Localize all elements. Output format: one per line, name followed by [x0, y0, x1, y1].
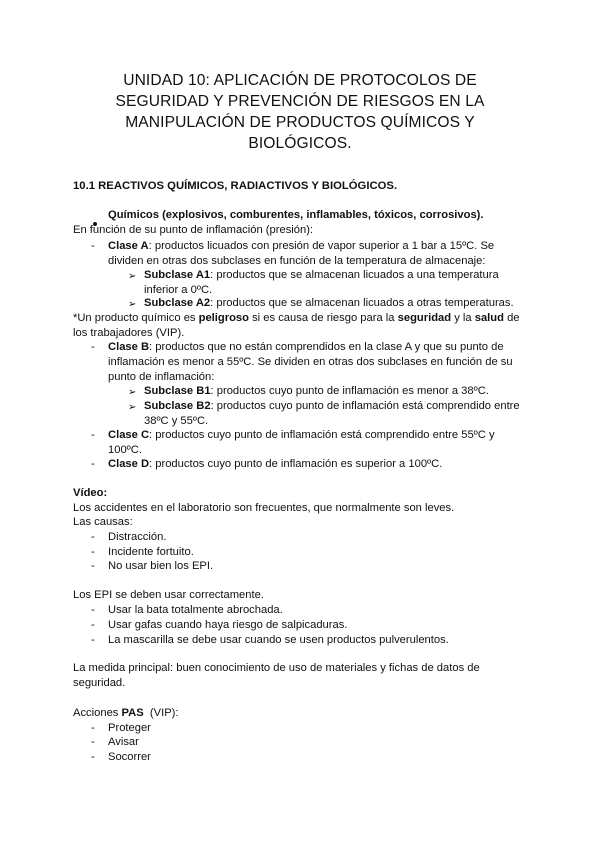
subclase-a1-line2: inferior a 0ºC.: [144, 284, 213, 296]
quimicos-bullet: Químicos (explosivos, comburentes, inflamables, tóxicos, corrosivos).: [108, 209, 484, 221]
dash-marker: -: [91, 604, 95, 616]
arrow-marker: ➢: [128, 387, 137, 398]
nota-bold-salud: salud: [474, 312, 504, 324]
subclase-b2-line1: [144, 399, 520, 415]
subclase-b2-label: Subclase B2: [144, 400, 211, 412]
causa-item: No usar bien los EPI.: [108, 560, 214, 572]
arrow-marker: ➢: [128, 271, 137, 282]
medida-line2: seguridad.: [73, 677, 126, 689]
video-heading: Vídeo:: [73, 487, 108, 499]
dash-marker: -: [91, 458, 95, 470]
title-line: MANIPULACIÓN DE PRODUCTOS QUÍMICOS Y: [125, 114, 475, 131]
clase-c-text: : productos cuyo punto de inflamación está comprendido entre 55ºC y: [149, 429, 495, 441]
dash-marker: -: [91, 341, 95, 353]
acciones-item: Avisar: [108, 736, 139, 748]
medida-line1: La medida principal: buen conocimiento de uso de materiales y fichas de datos de: [73, 662, 480, 674]
acciones-pas: PAS: [121, 707, 144, 719]
clase-d-text: : productos cuyo punto de inflamación es superior a 100ºC.: [149, 458, 443, 470]
clase-a-text: : productos licuados con presión de vapor superior a 1 bar a 15ºC. Se: [148, 240, 495, 252]
epi-item: Usar la bata totalmente abrochada.: [108, 604, 283, 616]
intro-line: En función de su punto de inflamación (presión):: [73, 224, 314, 236]
clase-d-label: Clase D: [108, 458, 150, 470]
subclase-a2-text: : productos que se almacenan licuados a otras temperaturas.: [210, 297, 514, 309]
arrow-marker: ➢: [128, 402, 137, 413]
video-line1: Los accidentes en el laboratorio son frecuentes, que normalmente son leves.: [73, 502, 455, 514]
clase-b-line3: punto de inflamación:: [108, 371, 215, 383]
nota-text: si es causa de riesgo para la: [248, 312, 398, 324]
subclase-a2-line1: [144, 296, 514, 312]
acciones-item: Socorrer: [108, 751, 151, 763]
clase-b-line2: inflamación es menor a 55ºC. Se dividen en otras dos subclases en función de su: [108, 356, 513, 368]
dash-marker: -: [91, 619, 95, 631]
subclase-a1-text: : productos que se almacenan licuados a una temperatura: [210, 269, 499, 281]
clase-a-line1: [108, 239, 494, 255]
subclase-b2-line2: 38ºC y 55ºC.: [144, 415, 209, 427]
acciones-heading: [73, 706, 179, 722]
clase-a-line2: dividen en otras dos subclases en función de la temperatura de almacenaje:: [108, 255, 486, 267]
clase-c-line2: 100ºC.: [108, 444, 142, 456]
epi-item: La mascarilla se debe usar cuando se usen productos pulverulentos.: [108, 634, 449, 646]
nota-text: de: [503, 312, 520, 324]
epi-intro: Los EPI se deben usar correctamente.: [73, 589, 264, 601]
subclase-b2-text: : productos cuyo punto de inflamación está comprendido entre: [210, 400, 520, 412]
causa-item: Incidente fortuito.: [108, 546, 194, 558]
epi-item: Usar gafas cuando haya riesgo de salpicaduras.: [108, 619, 348, 631]
nota-text: *Un producto químico es: [73, 312, 199, 324]
dash-marker: -: [91, 429, 95, 441]
clase-c-label: Clase C: [108, 429, 150, 441]
clase-b-label: Clase B: [108, 341, 150, 353]
subclase-b1-label: Subclase B1: [144, 385, 211, 397]
dash-marker: -: [91, 560, 95, 572]
clase-c-line1: [108, 428, 495, 444]
clase-b-text: : productos que no están comprendidos en la clase A y que su punto de: [149, 341, 504, 353]
title-line: UNIDAD 10: APLICACIÓN DE PROTOCOLOS DE: [123, 72, 477, 89]
clase-d-line1: [108, 457, 442, 473]
nota-text: y la: [451, 312, 475, 324]
section-heading: 10.1 REACTIVOS QUÍMICOS, RADIACTIVOS Y BIOLÓGICOS.: [73, 180, 398, 192]
nota-line1: [73, 311, 520, 327]
causas-label: Las causas:: [73, 516, 133, 528]
title-line: SEGURIDAD Y PREVENCIÓN DE RIESGOS EN LA: [115, 93, 485, 110]
dash-marker: -: [91, 736, 95, 748]
clase-b-line1: [108, 340, 504, 356]
subclase-a1-line1: [144, 268, 499, 284]
dash-marker: -: [91, 634, 95, 646]
nota-bold-seguridad: seguridad: [397, 312, 452, 324]
nota-bold-peligroso: peligroso: [198, 312, 249, 324]
acciones-item: Proteger: [108, 722, 151, 734]
acciones-prefix: Acciones: [73, 707, 122, 719]
title-line: BIOLÓGICOS.: [248, 135, 352, 152]
dash-marker: -: [91, 531, 95, 543]
dash-marker: -: [91, 722, 95, 734]
dash-marker: -: [91, 546, 95, 558]
arrow-marker: ➢: [128, 299, 137, 310]
dash-marker: -: [91, 751, 95, 763]
causa-item: Distracción.: [108, 531, 167, 543]
acciones-suffix: (VIP):: [143, 707, 179, 719]
clase-a-label: Clase A: [108, 240, 149, 252]
dash-marker: -: [91, 240, 95, 252]
nota-line2: los trabajadores (VIP).: [73, 327, 185, 339]
subclase-a2-label: Subclase A2: [144, 297, 211, 309]
subclase-a1-label: Subclase A1: [144, 269, 211, 281]
page-title: [60, 70, 540, 154]
subclase-b1-text: : productos cuyo punto de inflamación es menor a 38ºC.: [210, 385, 489, 397]
subclase-b1-line1: [144, 384, 489, 400]
